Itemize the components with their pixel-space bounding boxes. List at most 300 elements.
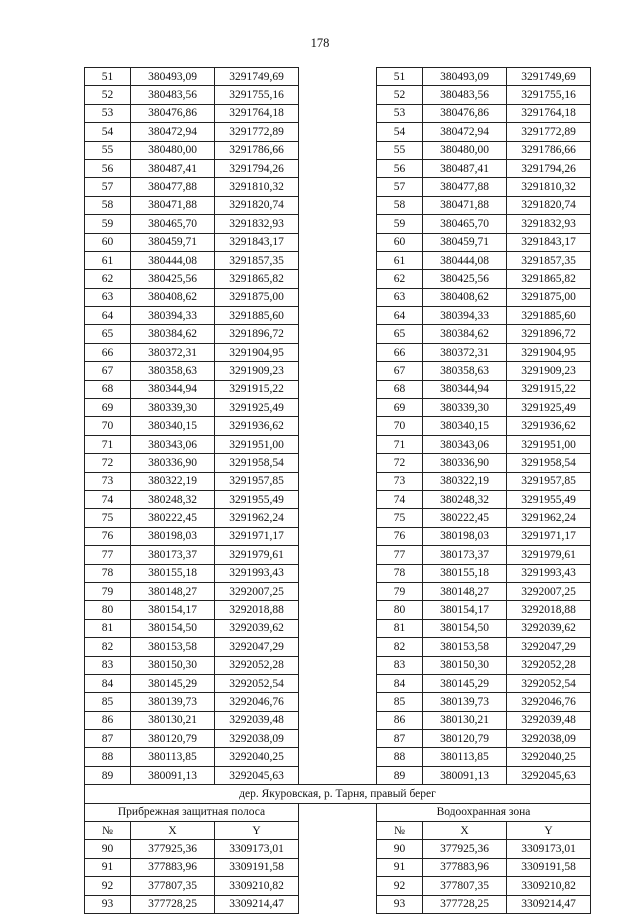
- left-y-coordinate-cell: 3291772,89: [215, 123, 299, 141]
- right-x-coordinate-cell: 380248,32: [423, 490, 507, 508]
- left-y-coordinate-cell: 3291915,22: [215, 380, 299, 398]
- column-gap: [299, 343, 377, 361]
- right-x-coordinate-cell: 380358,63: [423, 362, 507, 380]
- left-point-number-cell: 92: [85, 877, 131, 895]
- right-x-coordinate-cell: 380483,56: [423, 86, 507, 104]
- left-x-coordinate-cell: 380145,29: [131, 674, 215, 692]
- right-point-number-cell: 75: [377, 509, 423, 527]
- right-x-coordinate-cell: 380173,37: [423, 546, 507, 564]
- right-y-coordinate-cell: 3291958,54: [507, 454, 591, 472]
- right-point-number-cell: 84: [377, 674, 423, 692]
- table-row: [85, 490, 591, 508]
- left-point-number-cell: 64: [85, 307, 131, 325]
- left-y-coordinate-cell: 3291865,82: [215, 270, 299, 288]
- right-y-coordinate-cell: 3291915,22: [507, 380, 591, 398]
- table-row: [85, 766, 591, 784]
- left-point-number-cell: 65: [85, 325, 131, 343]
- left-y-coordinate-cell: 3309210,82: [215, 877, 299, 895]
- column-gap: [299, 582, 377, 600]
- column-gap: [299, 141, 377, 159]
- left-y-coordinate-cell: 3292052,54: [215, 674, 299, 692]
- left-x-coordinate-cell: 377728,25: [131, 895, 215, 913]
- page-number: 178: [310, 36, 330, 50]
- right-x-coordinate-cell: 380336,90: [423, 454, 507, 472]
- right-x-coordinate-cell: 380476,86: [423, 104, 507, 122]
- right-point-number-cell: 89: [377, 766, 423, 784]
- right-point-number-cell: 92: [377, 877, 423, 895]
- right-x-coordinate-cell: 380148,27: [423, 582, 507, 600]
- right-x-coordinate-cell: 380480,00: [423, 141, 507, 159]
- right-point-number-cell: 90: [377, 840, 423, 858]
- left-x-coordinate-cell: 380372,31: [131, 343, 215, 361]
- right-x-coordinate-cell: 377728,25: [423, 895, 507, 913]
- left-point-number-cell: 68: [85, 380, 131, 398]
- right-point-number-cell: 60: [377, 233, 423, 251]
- left-point-number-cell: 91: [85, 858, 131, 876]
- table-row: [85, 638, 591, 656]
- left-y-coordinate-cell: 3291755,16: [215, 86, 299, 104]
- column-gap: [299, 895, 377, 913]
- left-y-coordinate-cell: 3309191,58: [215, 858, 299, 876]
- left-y-coordinate-cell: 3291955,49: [215, 490, 299, 508]
- left-y-coordinate-cell: 3292046,76: [215, 693, 299, 711]
- right-point-number-cell: 79: [377, 582, 423, 600]
- right-y-coordinate-cell: 3292040,25: [507, 748, 591, 766]
- table-row: [85, 362, 591, 380]
- left-y-coordinate-cell: 3292047,29: [215, 638, 299, 656]
- left-point-number-cell: 76: [85, 527, 131, 545]
- right-x-coordinate-cell: 380139,73: [423, 693, 507, 711]
- right-y-coordinate-cell: 3291951,00: [507, 435, 591, 453]
- table-row: [85, 454, 591, 472]
- table-row: [85, 582, 591, 600]
- right-x-coordinate-cell: 380493,09: [423, 68, 507, 86]
- table-row: [85, 656, 591, 674]
- left-point-number-cell: 54: [85, 123, 131, 141]
- table-row: [85, 215, 591, 233]
- column-gap: [299, 251, 377, 269]
- column-gap: [299, 178, 377, 196]
- right-header-number: №: [377, 822, 423, 840]
- left-x-coordinate-cell: 380322,19: [131, 472, 215, 490]
- right-point-number-cell: 54: [377, 123, 423, 141]
- column-gap: [299, 159, 377, 177]
- table-row: [85, 325, 591, 343]
- left-x-coordinate-cell: 380340,15: [131, 417, 215, 435]
- left-y-coordinate-cell: 3291925,49: [215, 399, 299, 417]
- column-gap: [299, 288, 377, 306]
- table-row: [85, 417, 591, 435]
- coordinates-body-bottom: [85, 840, 591, 914]
- left-x-coordinate-cell: 380394,33: [131, 307, 215, 325]
- left-x-coordinate-cell: 380091,13: [131, 766, 215, 784]
- right-header-x: X: [423, 822, 507, 840]
- left-y-coordinate-cell: 3291749,69: [215, 68, 299, 86]
- right-y-coordinate-cell: 3292039,62: [507, 619, 591, 637]
- table-row: [85, 674, 591, 692]
- column-gap: [299, 638, 377, 656]
- left-x-coordinate-cell: 380120,79: [131, 730, 215, 748]
- column-gap: [299, 822, 377, 840]
- right-y-coordinate-cell: 3291909,23: [507, 362, 591, 380]
- right-y-coordinate-cell: 3292007,25: [507, 582, 591, 600]
- right-x-coordinate-cell: 380154,50: [423, 619, 507, 637]
- column-gap: [299, 693, 377, 711]
- right-y-coordinate-cell: 3291772,89: [507, 123, 591, 141]
- right-y-coordinate-cell: 3291843,17: [507, 233, 591, 251]
- left-x-coordinate-cell: 380150,30: [131, 656, 215, 674]
- right-y-coordinate-cell: 3309173,01: [507, 840, 591, 858]
- left-x-coordinate-cell: 380344,94: [131, 380, 215, 398]
- column-gap: [299, 546, 377, 564]
- table-row: [85, 748, 591, 766]
- left-point-number-cell: 82: [85, 638, 131, 656]
- left-x-coordinate-cell: 377883,96: [131, 858, 215, 876]
- right-point-number-cell: 61: [377, 251, 423, 269]
- column-gap: [299, 656, 377, 674]
- right-y-coordinate-cell: 3291764,18: [507, 104, 591, 122]
- right-x-coordinate-cell: 380130,21: [423, 711, 507, 729]
- table-row: [85, 399, 591, 417]
- table-row: [85, 141, 591, 159]
- right-x-coordinate-cell: 380339,30: [423, 399, 507, 417]
- column-gap: [299, 748, 377, 766]
- left-y-coordinate-cell: 3292040,25: [215, 748, 299, 766]
- table-row: [85, 196, 591, 214]
- right-point-number-cell: 55: [377, 141, 423, 159]
- left-point-number-cell: 85: [85, 693, 131, 711]
- left-point-number-cell: 71: [85, 435, 131, 453]
- table-row: [85, 104, 591, 122]
- left-y-coordinate-cell: 3291875,00: [215, 288, 299, 306]
- left-point-number-cell: 56: [85, 159, 131, 177]
- left-point-number-cell: 58: [85, 196, 131, 214]
- column-gap: [299, 123, 377, 141]
- right-x-coordinate-cell: 380394,33: [423, 307, 507, 325]
- left-x-coordinate-cell: 380343,06: [131, 435, 215, 453]
- table-row: [85, 68, 591, 86]
- left-point-number-cell: 59: [85, 215, 131, 233]
- right-x-coordinate-cell: 380384,62: [423, 325, 507, 343]
- left-y-coordinate-cell: 3291962,24: [215, 509, 299, 527]
- column-gap: [299, 270, 377, 288]
- right-y-coordinate-cell: 3291875,00: [507, 288, 591, 306]
- left-x-coordinate-cell: 380139,73: [131, 693, 215, 711]
- right-x-coordinate-cell: 380150,30: [423, 656, 507, 674]
- table-row: [85, 730, 591, 748]
- left-y-coordinate-cell: 3291857,35: [215, 251, 299, 269]
- right-point-number-cell: 65: [377, 325, 423, 343]
- column-gap: [299, 803, 377, 821]
- right-x-coordinate-cell: 380113,85: [423, 748, 507, 766]
- left-point-number-cell: 75: [85, 509, 131, 527]
- left-point-number-cell: 83: [85, 656, 131, 674]
- left-point-number-cell: 77: [85, 546, 131, 564]
- left-y-coordinate-cell: 3291979,61: [215, 546, 299, 564]
- left-point-number-cell: 55: [85, 141, 131, 159]
- right-point-number-cell: 67: [377, 362, 423, 380]
- right-y-coordinate-cell: 3291936,62: [507, 417, 591, 435]
- right-y-coordinate-cell: 3292052,54: [507, 674, 591, 692]
- right-point-number-cell: 69: [377, 399, 423, 417]
- table-row: [85, 711, 591, 729]
- right-point-number-cell: 85: [377, 693, 423, 711]
- left-point-number-cell: 72: [85, 454, 131, 472]
- left-y-coordinate-cell: 3292039,62: [215, 619, 299, 637]
- right-x-coordinate-cell: 380155,18: [423, 564, 507, 582]
- left-x-coordinate-cell: 380477,88: [131, 178, 215, 196]
- right-point-number-cell: 58: [377, 196, 423, 214]
- left-x-coordinate-cell: 380487,41: [131, 159, 215, 177]
- left-y-coordinate-cell: 3291951,00: [215, 435, 299, 453]
- table-row: [85, 435, 591, 453]
- left-header-x: X: [131, 822, 215, 840]
- right-y-coordinate-cell: 3291993,43: [507, 564, 591, 582]
- left-y-coordinate-cell: 3292038,09: [215, 730, 299, 748]
- left-y-coordinate-cell: 3291936,62: [215, 417, 299, 435]
- right-point-number-cell: 73: [377, 472, 423, 490]
- left-y-coordinate-cell: 3292039,48: [215, 711, 299, 729]
- left-x-coordinate-cell: 380472,94: [131, 123, 215, 141]
- left-point-number-cell: 62: [85, 270, 131, 288]
- table-row: [85, 527, 591, 545]
- column-gap: [299, 840, 377, 858]
- right-point-number-cell: 91: [377, 858, 423, 876]
- right-point-number-cell: 71: [377, 435, 423, 453]
- left-x-coordinate-cell: 380459,71: [131, 233, 215, 251]
- left-point-number-cell: 93: [85, 895, 131, 913]
- right-y-coordinate-cell: 3291885,60: [507, 307, 591, 325]
- right-table-caption: Водоохранная зона: [377, 803, 591, 821]
- right-y-coordinate-cell: 3291955,49: [507, 490, 591, 508]
- left-point-number-cell: 80: [85, 601, 131, 619]
- right-x-coordinate-cell: 377807,35: [423, 877, 507, 895]
- right-y-coordinate-cell: 3291962,24: [507, 509, 591, 527]
- table-row: [85, 509, 591, 527]
- right-y-coordinate-cell: 3291865,82: [507, 270, 591, 288]
- left-point-number-cell: 51: [85, 68, 131, 86]
- left-point-number-cell: 53: [85, 104, 131, 122]
- column-gap: [299, 307, 377, 325]
- table-row: [85, 877, 591, 895]
- right-x-coordinate-cell: 380222,45: [423, 509, 507, 527]
- left-x-coordinate-cell: 380384,62: [131, 325, 215, 343]
- left-y-coordinate-cell: 3291764,18: [215, 104, 299, 122]
- column-gap: [299, 730, 377, 748]
- column-gap: [299, 104, 377, 122]
- column-gap: [299, 380, 377, 398]
- right-point-number-cell: 52: [377, 86, 423, 104]
- column-gap: [299, 564, 377, 582]
- right-y-coordinate-cell: 3291820,74: [507, 196, 591, 214]
- right-y-coordinate-cell: 3292018,88: [507, 601, 591, 619]
- column-gap: [299, 196, 377, 214]
- left-y-coordinate-cell: 3292052,28: [215, 656, 299, 674]
- right-y-coordinate-cell: 3291810,32: [507, 178, 591, 196]
- table-row: [85, 123, 591, 141]
- right-y-coordinate-cell: 3291794,26: [507, 159, 591, 177]
- right-x-coordinate-cell: 380322,19: [423, 472, 507, 490]
- table-row: [85, 693, 591, 711]
- left-x-coordinate-cell: 380154,17: [131, 601, 215, 619]
- column-gap: [299, 454, 377, 472]
- right-point-number-cell: 62: [377, 270, 423, 288]
- left-y-coordinate-cell: 3291843,17: [215, 233, 299, 251]
- left-point-number-cell: 61: [85, 251, 131, 269]
- right-point-number-cell: 83: [377, 656, 423, 674]
- right-point-number-cell: 86: [377, 711, 423, 729]
- left-x-coordinate-cell: 380493,09: [131, 68, 215, 86]
- right-x-coordinate-cell: 380153,58: [423, 638, 507, 656]
- right-x-coordinate-cell: 380091,13: [423, 766, 507, 784]
- left-point-number-cell: 86: [85, 711, 131, 729]
- left-x-coordinate-cell: 380153,58: [131, 638, 215, 656]
- right-x-coordinate-cell: 380459,71: [423, 233, 507, 251]
- right-x-coordinate-cell: 380154,17: [423, 601, 507, 619]
- right-point-number-cell: 78: [377, 564, 423, 582]
- table-row: [85, 178, 591, 196]
- left-point-number-cell: 57: [85, 178, 131, 196]
- left-y-coordinate-cell: 3291909,23: [215, 362, 299, 380]
- right-x-coordinate-cell: 380372,31: [423, 343, 507, 361]
- left-x-coordinate-cell: 380408,62: [131, 288, 215, 306]
- right-y-coordinate-cell: 3292039,48: [507, 711, 591, 729]
- left-y-coordinate-cell: 3309214,47: [215, 895, 299, 913]
- right-y-coordinate-cell: 3291925,49: [507, 399, 591, 417]
- left-y-coordinate-cell: 3292018,88: [215, 601, 299, 619]
- left-point-number-cell: 69: [85, 399, 131, 417]
- section-title: дер. Якуровская, р. Тарня, правый берег: [85, 785, 591, 803]
- right-x-coordinate-cell: 377883,96: [423, 858, 507, 876]
- right-x-coordinate-cell: 380145,29: [423, 674, 507, 692]
- right-x-coordinate-cell: 380477,88: [423, 178, 507, 196]
- right-point-number-cell: 74: [377, 490, 423, 508]
- left-header-number: №: [85, 822, 131, 840]
- left-x-coordinate-cell: 380444,08: [131, 251, 215, 269]
- right-point-number-cell: 63: [377, 288, 423, 306]
- right-y-coordinate-cell: 3291786,66: [507, 141, 591, 159]
- right-x-coordinate-cell: 380343,06: [423, 435, 507, 453]
- left-point-number-cell: 60: [85, 233, 131, 251]
- left-point-number-cell: 87: [85, 730, 131, 748]
- coordinates-body-top: [85, 68, 591, 785]
- column-gap: [299, 435, 377, 453]
- table-row: [85, 270, 591, 288]
- right-point-number-cell: 53: [377, 104, 423, 122]
- right-y-coordinate-cell: 3309191,58: [507, 858, 591, 876]
- left-x-coordinate-cell: 380339,30: [131, 399, 215, 417]
- left-y-coordinate-cell: 3291993,43: [215, 564, 299, 582]
- left-point-number-cell: 84: [85, 674, 131, 692]
- left-y-coordinate-cell: 3291885,60: [215, 307, 299, 325]
- left-y-coordinate-cell: 3292045,63: [215, 766, 299, 784]
- right-y-coordinate-cell: 3291971,17: [507, 527, 591, 545]
- left-point-number-cell: 78: [85, 564, 131, 582]
- column-gap: [299, 527, 377, 545]
- left-x-coordinate-cell: 380483,56: [131, 86, 215, 104]
- left-x-coordinate-cell: 380465,70: [131, 215, 215, 233]
- left-point-number-cell: 66: [85, 343, 131, 361]
- right-y-coordinate-cell: 3291904,95: [507, 343, 591, 361]
- column-gap: [299, 674, 377, 692]
- left-point-number-cell: 52: [85, 86, 131, 104]
- left-x-coordinate-cell: 380113,85: [131, 748, 215, 766]
- left-x-coordinate-cell: 380130,21: [131, 711, 215, 729]
- left-y-coordinate-cell: 3292007,25: [215, 582, 299, 600]
- left-x-coordinate-cell: 380471,88: [131, 196, 215, 214]
- left-x-coordinate-cell: 377807,35: [131, 877, 215, 895]
- table-row: [85, 858, 591, 876]
- table-row: [85, 546, 591, 564]
- left-x-coordinate-cell: 380358,63: [131, 362, 215, 380]
- right-point-number-cell: 72: [377, 454, 423, 472]
- left-x-coordinate-cell: 380222,45: [131, 509, 215, 527]
- right-y-coordinate-cell: 3292038,09: [507, 730, 591, 748]
- left-table-caption: Прибрежная защитная полоса: [85, 803, 299, 821]
- left-point-number-cell: 74: [85, 490, 131, 508]
- right-y-coordinate-cell: 3291896,72: [507, 325, 591, 343]
- left-y-coordinate-cell: 3291958,54: [215, 454, 299, 472]
- left-point-number-cell: 79: [85, 582, 131, 600]
- section-header: [85, 785, 591, 840]
- table-row: [85, 343, 591, 361]
- right-point-number-cell: 80: [377, 601, 423, 619]
- left-y-coordinate-cell: 3291794,26: [215, 159, 299, 177]
- table-row: [85, 840, 591, 858]
- table-row: [85, 619, 591, 637]
- column-gap: [299, 601, 377, 619]
- left-x-coordinate-cell: 380198,03: [131, 527, 215, 545]
- right-point-number-cell: 76: [377, 527, 423, 545]
- right-point-number-cell: 59: [377, 215, 423, 233]
- right-y-coordinate-cell: 3291755,16: [507, 86, 591, 104]
- table-row: [85, 895, 591, 913]
- right-point-number-cell: 77: [377, 546, 423, 564]
- left-x-coordinate-cell: 380425,56: [131, 270, 215, 288]
- left-point-number-cell: 81: [85, 619, 131, 637]
- table-row: [85, 86, 591, 104]
- left-x-coordinate-cell: 377925,36: [131, 840, 215, 858]
- right-x-coordinate-cell: 380120,79: [423, 730, 507, 748]
- left-point-number-cell: 67: [85, 362, 131, 380]
- column-gap: [299, 362, 377, 380]
- left-x-coordinate-cell: 380336,90: [131, 454, 215, 472]
- right-header-y: Y: [507, 822, 591, 840]
- right-y-coordinate-cell: 3292047,29: [507, 638, 591, 656]
- right-point-number-cell: 64: [377, 307, 423, 325]
- left-point-number-cell: 90: [85, 840, 131, 858]
- right-x-coordinate-cell: 377925,36: [423, 840, 507, 858]
- table-row: [85, 601, 591, 619]
- right-x-coordinate-cell: 380408,62: [423, 288, 507, 306]
- left-y-coordinate-cell: 3291820,74: [215, 196, 299, 214]
- left-y-coordinate-cell: 3309173,01: [215, 840, 299, 858]
- column-gap: [299, 509, 377, 527]
- table-row: [85, 251, 591, 269]
- table-row: [85, 564, 591, 582]
- left-point-number-cell: 88: [85, 748, 131, 766]
- right-point-number-cell: 88: [377, 748, 423, 766]
- right-x-coordinate-cell: 380487,41: [423, 159, 507, 177]
- left-x-coordinate-cell: 380154,50: [131, 619, 215, 637]
- left-x-coordinate-cell: 380148,27: [131, 582, 215, 600]
- right-point-number-cell: 70: [377, 417, 423, 435]
- right-y-coordinate-cell: 3291749,69: [507, 68, 591, 86]
- right-x-coordinate-cell: 380444,08: [423, 251, 507, 269]
- left-x-coordinate-cell: 380476,86: [131, 104, 215, 122]
- right-point-number-cell: 82: [377, 638, 423, 656]
- right-point-number-cell: 68: [377, 380, 423, 398]
